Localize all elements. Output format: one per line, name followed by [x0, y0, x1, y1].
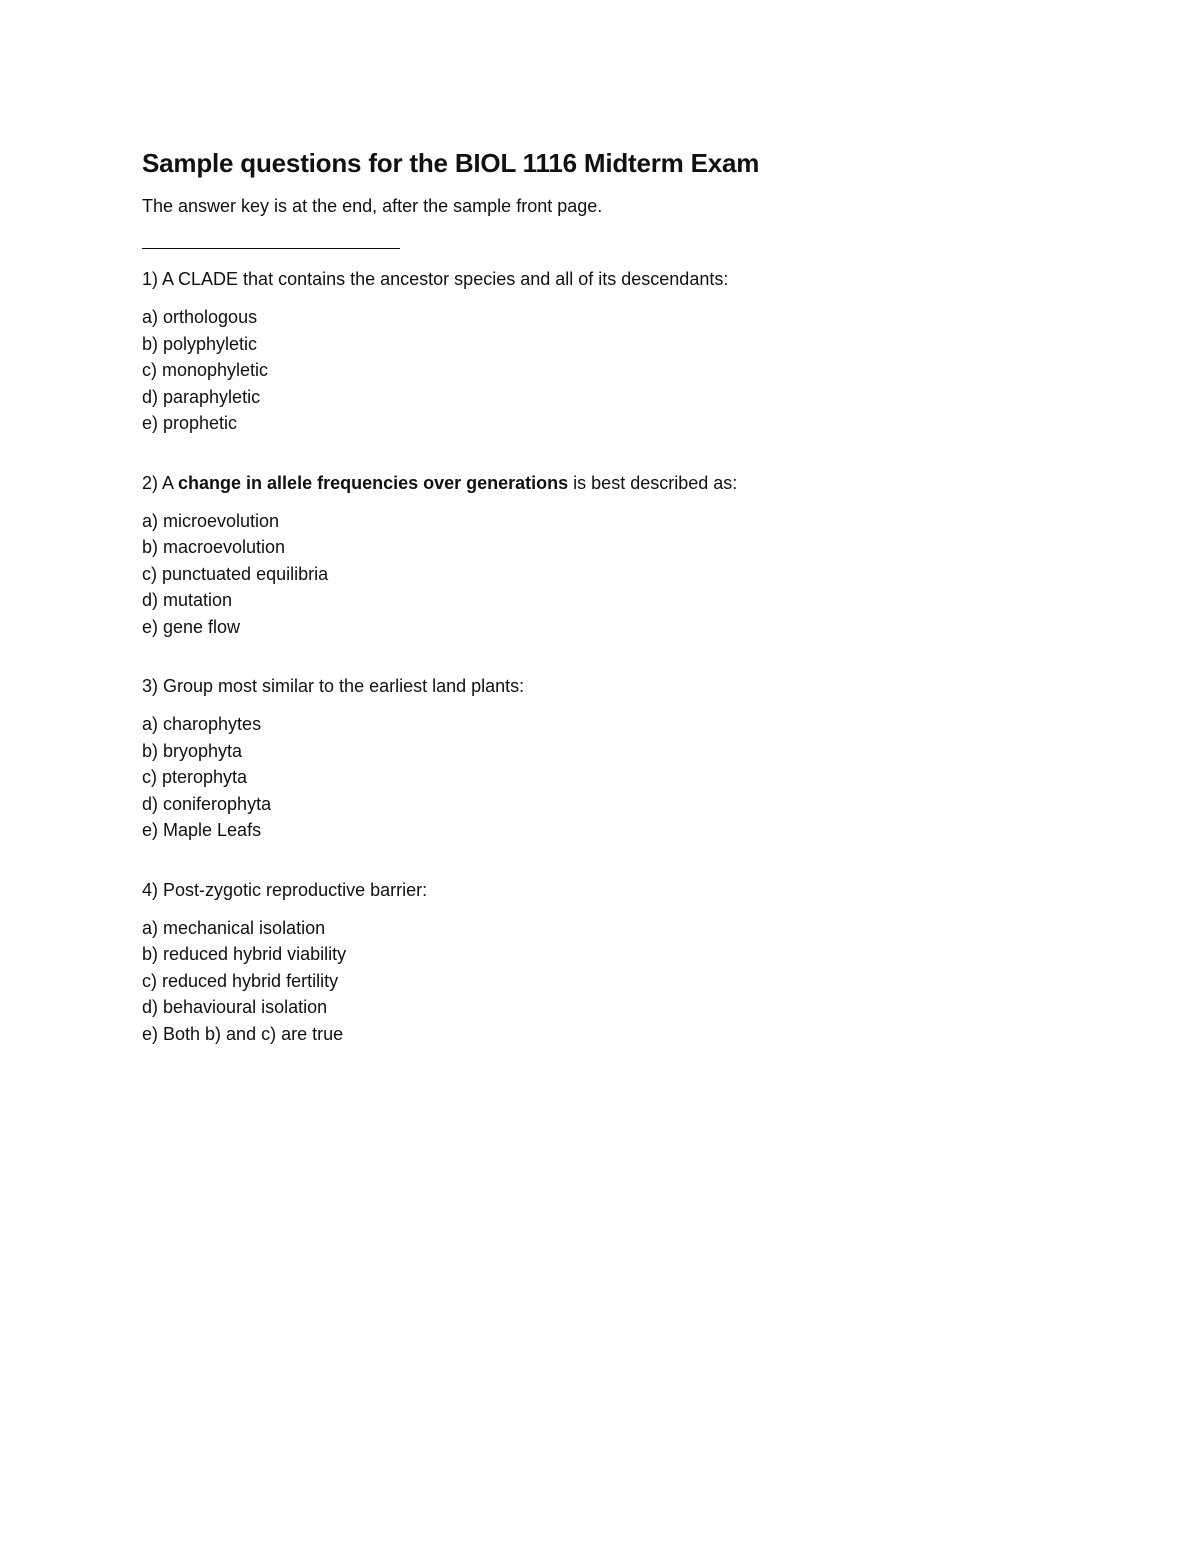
- horizontal-rule: [142, 248, 400, 249]
- document-title: Sample questions for the BIOL 1116 Midterm Exam: [142, 148, 760, 178]
- answer-option: e) prophetic: [142, 413, 238, 433]
- answer-options: [142, 304, 1042, 437]
- answer-option: d) mutation: [142, 590, 233, 610]
- answer-options: [142, 711, 1042, 844]
- answer-option: c) monophyletic: [142, 360, 269, 380]
- question-4: [142, 878, 1042, 1048]
- answer-option: a) microevolution: [142, 510, 280, 531]
- question-1: [142, 267, 1042, 437]
- question-3: [142, 674, 1042, 844]
- question-text-end: is best described as:: [568, 472, 738, 493]
- question-text: [142, 471, 1042, 495]
- answer-key-note: The answer key is at the end, after the sample front page.: [142, 196, 603, 216]
- answer-option: a) charophytes: [142, 714, 262, 734]
- answer-option: b) polyphyletic: [142, 333, 258, 354]
- answer-option: c) punctuated equilibria: [142, 563, 329, 584]
- question-text-start: 2) A: [142, 472, 179, 493]
- answer-option: c) pterophyta: [142, 767, 248, 787]
- question-text: [142, 267, 1042, 291]
- answer-option: e) Both b) and c) are true: [142, 1023, 344, 1044]
- answer-options: [142, 915, 1042, 1048]
- question-text: [142, 674, 1042, 698]
- document-content: [142, 146, 1042, 1047]
- question-text: [142, 878, 1042, 902]
- answer-option: b) reduced hybrid viability: [142, 944, 347, 964]
- answer-options: [142, 508, 1042, 641]
- answer-option: b) macroevolution: [142, 537, 286, 557]
- answer-option: e) Maple Leafs: [142, 820, 262, 840]
- answer-option: a) mechanical isolation: [142, 917, 326, 938]
- answer-option: d) behavioural isolation: [142, 997, 328, 1017]
- question-2: [142, 471, 1042, 641]
- answer-option: c) reduced hybrid fertility: [142, 970, 339, 991]
- question-text-start: 4) Post-zygotic reproductive barrier:: [142, 879, 428, 900]
- answer-option: d) coniferophyta: [142, 793, 272, 814]
- question-text-bold: change in allele frequencies over generations: [178, 472, 569, 493]
- answer-option: e) gene flow: [142, 616, 241, 637]
- answer-option: a) orthologous: [142, 307, 258, 327]
- question-text-start: 3) Group most similar to the earliest land plants:: [142, 676, 525, 696]
- question-text-start: 1) A CLADE that contains the ancestor species and all of its descendants:: [142, 269, 729, 289]
- answer-option: d) paraphyletic: [142, 386, 261, 407]
- answer-option: b) bryophyta: [142, 740, 243, 761]
